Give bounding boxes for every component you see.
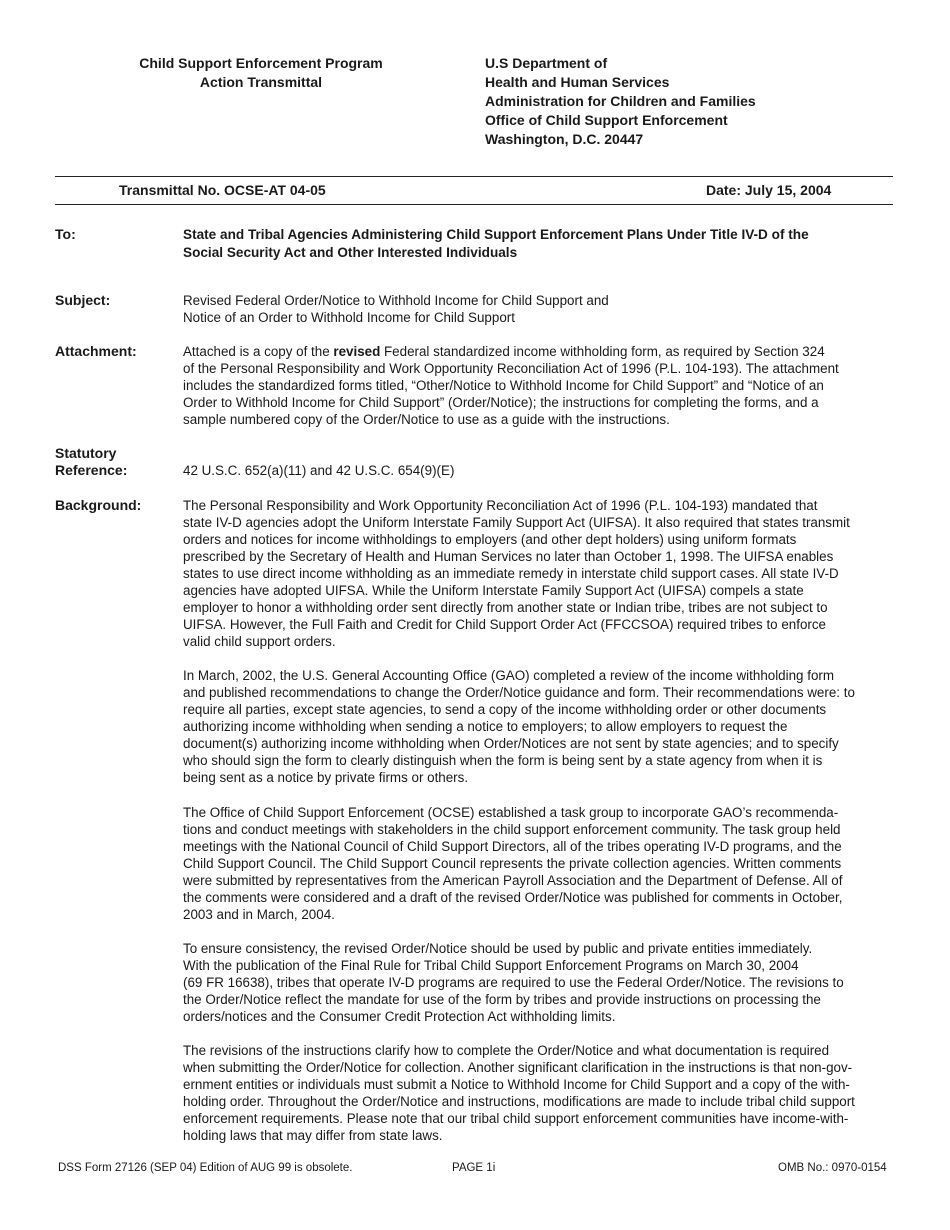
address-line: Health and Human Services [485,74,670,90]
top-divider [55,176,893,177]
subject-text [183,292,893,326]
address-line: Office of Child Support Enforcement [485,112,728,128]
paragraph-line: the Order/Notice reflect the mandate for use of the form by tribes and provide instructions on processing the [183,992,821,1007]
to-line: State and Tribal Agencies Administering Child Support Enforcement Plans Under Title IV-D of the [183,227,809,242]
to-label: To: [55,226,76,242]
attachment-text [183,343,893,428]
address-line: U.S Department of [485,55,608,71]
paragraph-line: With the publication of the Final Rule for Tribal Child Support Enforcement Programs on March 30, 2004 [183,958,799,973]
to-line: Social Security Act and Other Interested Individuals [183,245,518,260]
background-paragraph-4 [183,940,893,1025]
paragraph-line: holding order. Throughout the Order/Notice and instructions, modifications are made to include tribal child support [183,1094,855,1109]
paragraph-line: 2003 and in March, 2004. [183,907,335,922]
omb-number: OMB No.: 0970-0154 [778,1162,887,1174]
statutory-label-line: Reference: [55,462,128,478]
transmittal-date: Date: July 15, 2004 [706,182,832,198]
bottom-divider [55,204,893,205]
document-type: Action Transmittal [199,74,323,90]
paragraph-line: state IV-D agencies adopt the Uniform Interstate Family Support Act (UIFSA). It also required that states transmit [183,515,850,530]
attachment-line [183,343,893,360]
paragraph-line: UIFSA. However, the Full Faith and Credit for Child Support Order Act (FFCCSOA) required tribes to enforce [183,617,826,632]
statutory-label [55,445,127,479]
paragraph-line: the comments were considered and a draft of the revised Order/Notice was published for comments in October, [183,890,843,905]
paragraph-line: Child Support Council. The Child Support Council represents the private collection agencies. Written comments [183,856,842,871]
paragraph-line: holding laws that may differ from state laws. [183,1128,443,1143]
subject-line: Revised Federal Order/Notice to Withhold Income for Child Support and [183,293,609,308]
attachment-line: Order to Withhold Income for Child Support” (Order/Notice); the instructions for completing the forms, and a [183,395,819,410]
attachment-line: of the Personal Responsibility and Work Opportunity Reconciliation Act of 1996 (P.L. 104-193). The attachment [183,361,839,376]
paragraph-line: The Personal Responsibility and Work Opportunity Reconciliation Act of 1996 (P.L. 104-193) mandated that [183,498,818,513]
paragraph-line: require all parties, except state agencies, to send a copy of the income withholding order or other documents [183,702,827,717]
paragraph-line: To ensure consistency, the revised Order/Notice should be used by public and private entities immediately. [183,941,813,956]
paragraph-line: The Office of Child Support Enforcement (OCSE) established a task group to incorporate GAO’s recommenda- [183,805,839,820]
paragraph-line: prescribed by the Secretary of Health and Human Services no later than October 1, 1998. The UIFSA enables [183,549,834,564]
transmittal-number: Transmittal No. OCSE-AT 04-05 [119,182,326,198]
paragraph-line: and published recommendations to change the Order/Notice guidance and form. Their recommendations were: to [183,685,855,700]
attachment-label: Attachment: [55,343,137,359]
paragraph-line: The revisions of the instructions clarify how to complete the Order/Notice and what documentation is required [183,1043,830,1058]
paragraph-line: being sent as a notice by private firms or others. [183,770,469,785]
background-paragraph-2 [183,667,893,786]
form-number: DSS Form 27126 (SEP 04) Edition of AUG 99 is obsolete. [58,1162,353,1174]
department-address [485,54,756,149]
attachment-intro-rest: Federal standardized income withholding form, as required by Section 324 [380,344,825,359]
paragraph-line: meetings with the National Council of Child Support Directors, all of the tribes operating IV-D programs, and the [183,839,842,854]
paragraph-line: tions and conduct meetings with stakeholders in the child support enforcement community. The task group held [183,822,841,837]
to-recipients [183,226,893,262]
background-paragraph-1 [183,497,893,650]
paragraph-line: In March, 2002, the U.S. General Accounting Office (GAO) completed a review of the income withholding form [183,668,835,683]
program-header [120,54,402,92]
paragraph-line: employer to honor a withholding order sent directly from another state or Indian tribe, tribes are not subject to [183,600,828,615]
background-paragraph-5 [183,1042,893,1144]
attachment-intro: Attached is a copy of the [183,344,334,359]
paragraph-line: ernment entities or individuals must submit a Notice to Withhold Income for Child Support and a copy of the with- [183,1077,850,1092]
paragraph-line: when submitting the Order/Notice for collection. Another significant clarification in the instructions is that non-gov- [183,1060,853,1075]
address-line: Administration for Children and Families [485,93,756,109]
statutory-label-line: Statutory [55,445,117,461]
background-label: Background: [55,497,142,513]
paragraph-line: valid child support orders. [183,634,336,649]
attachment-emphasis: revised [333,344,381,359]
address-line: Washington, D.C. 20447 [485,131,644,147]
program-name: Child Support Enforcement Program [139,55,383,71]
attachment-line: sample numbered copy of the Order/Notice to use as a guide with the instructions. [183,412,670,427]
statutory-text: 42 U.S.C. 652(a)(11) and 42 U.S.C. 654(9)(E) [183,463,455,478]
paragraph-line: agencies have adopted UIFSA. While the Uniform Interstate Family Support Act (UIFSA) compels a state [183,583,804,598]
paragraph-line: orders/notices and the Consumer Credit Protection Act withholding limits. [183,1009,616,1024]
paragraph-line: document(s) authorizing income withholding when Order/Notices are not sent by state agencies; and to specify [183,736,839,751]
paragraph-line: orders and notices for income withholdings to employers (and other dept holders) using uniform formats [183,532,797,547]
subject-label: Subject: [55,292,111,308]
paragraph-line: who should sign the form to clearly distinguish when the form is being sent by a state agency from when it is [183,753,823,768]
paragraph-line: enforcement requirements. Please note that our tribal child support enforcement communities have income-with- [183,1111,849,1126]
subject-line: Notice of an Order to Withhold Income for Child Support [183,310,515,325]
paragraph-line: were submitted by representatives from the American Payroll Association and the Department of Defense. All of [183,873,843,888]
paragraph-line: authorizing income withholding when sending a notice to employers; to allow employers to request the [183,719,788,734]
background-paragraph-3 [183,804,893,923]
attachment-line: includes the standardized forms titled, “Other/Notice to Withhold Income for Child Support” and “Notice of an [183,378,824,393]
paragraph-line: states to use direct income withholding as an immediate remedy in interstate child support cases. All state IV-D [183,566,839,581]
page-number: PAGE 1i [452,1162,496,1174]
paragraph-line: (69 FR 16638), tribes that operate IV-D programs are required to use the Federal Order/Notice. The revisions to [183,975,844,990]
